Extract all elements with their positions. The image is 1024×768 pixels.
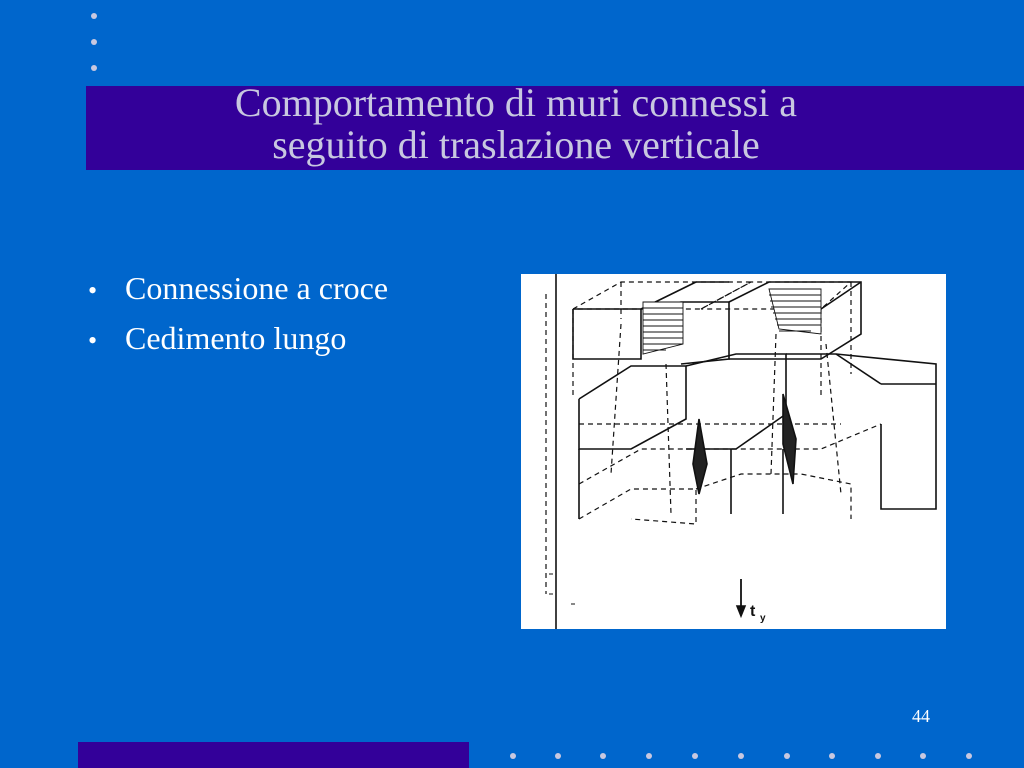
decor-dot	[829, 753, 835, 759]
decor-dot	[91, 13, 97, 19]
decor-dot	[555, 753, 561, 759]
bullet-item	[88, 318, 388, 368]
title-line-2: seguito di traslazione verticale	[272, 122, 760, 167]
decor-dot	[91, 39, 97, 45]
crack-wedge-left	[693, 419, 707, 494]
displacement-label: t	[750, 603, 756, 620]
decor-dot	[510, 753, 516, 759]
decor-dot	[692, 753, 698, 759]
crack-wedge-right	[783, 394, 796, 484]
hatched-panel-right	[769, 289, 821, 334]
decor-dot	[966, 753, 972, 759]
bullet-text: Connessione a croce	[125, 270, 389, 306]
decor-dot	[920, 753, 926, 759]
hatched-panel-left	[643, 302, 683, 354]
bullet-text: Cedimento lungo	[125, 320, 347, 356]
bottom-bar	[78, 742, 469, 768]
decor-dot	[91, 65, 97, 71]
bullet-dot-icon: •	[88, 276, 98, 305]
title-line-1: Comportamento di muri connessi a	[234, 80, 798, 125]
decor-dot	[784, 753, 790, 759]
middle-blocks	[579, 354, 936, 519]
bullet-item	[88, 268, 388, 318]
page-number: 44	[912, 706, 930, 726]
bullet-dot-icon: •	[88, 326, 98, 355]
decor-dot	[646, 753, 652, 759]
slide-title	[86, 82, 946, 166]
arrow-head-icon	[737, 606, 745, 616]
ground-marks	[549, 574, 575, 604]
decor-dot	[875, 753, 881, 759]
wall-drawing	[521, 274, 946, 629]
displacement-label-subscript: y	[760, 613, 766, 624]
bullet-list	[88, 268, 388, 368]
decor-dot	[738, 753, 744, 759]
decor-dot	[600, 753, 606, 759]
displaced-outline-lower	[546, 294, 881, 594]
wall-connection-figure	[521, 274, 946, 629]
